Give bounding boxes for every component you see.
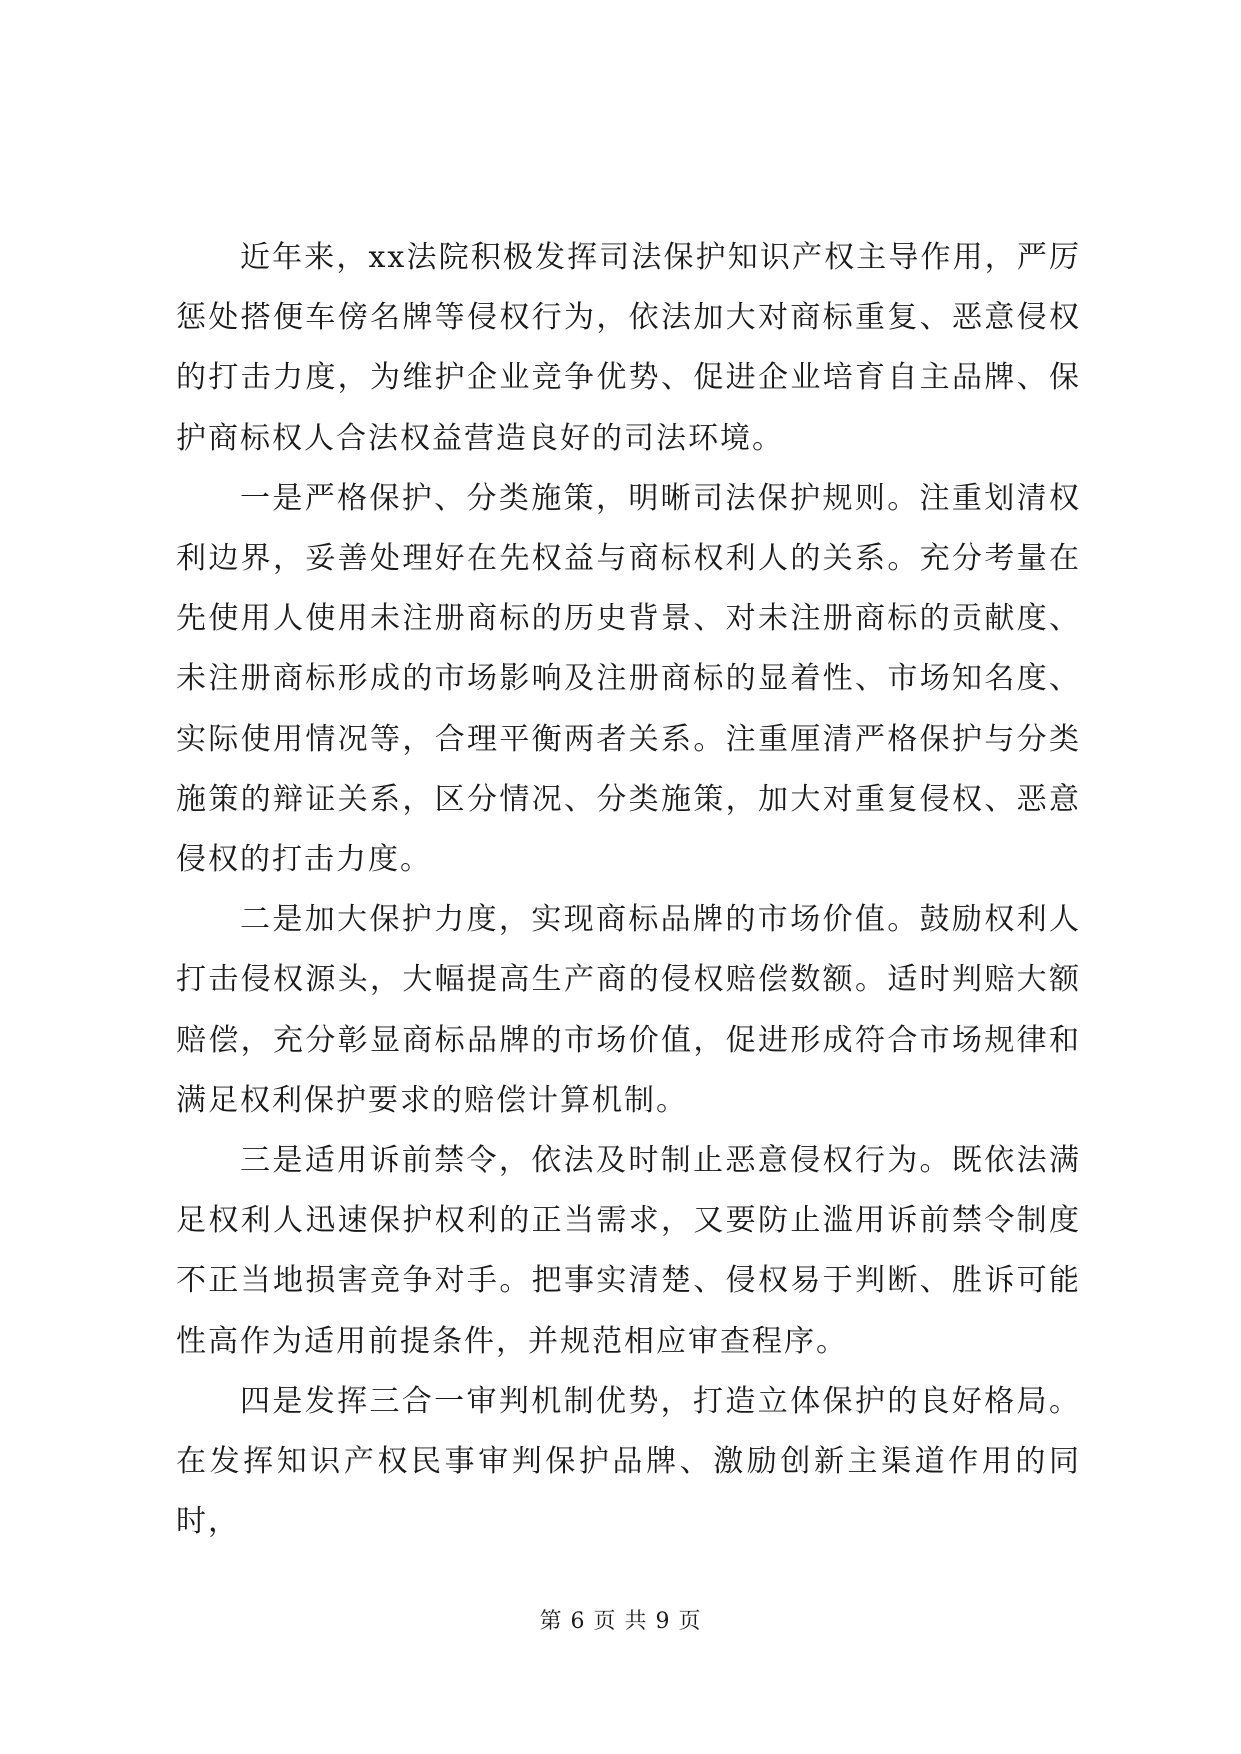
paragraph-point-four: 四是发挥三合一审判机制优势，打造立体保护的良好格局。在发挥知识产权民事审判保护品牌、激励创新主渠道作用的同时， bbox=[176, 1383, 1081, 1540]
paragraph-intro: 近年来，xx法院积极发挥司法保护知识产权主导作用，严厉惩处搭便车傍名牌等侵权行为，依法加大对商标重复、恶意侵权的打击力度，为维护企业竞争优势、促进企业培育自主品牌、保护商标权人合法权益营造良好的司法环境。 bbox=[176, 240, 1081, 456]
paragraph-point-two: 二是加大保护力度，实现商标品牌的市场价值。鼓励权利人打击侵权源头，大幅提高生产商的侵权赔偿数额。适时判赔大额赔偿，充分彰显商标品牌的市场价值，促进形成符合市场规律和满足权利保护要求的赔偿计算机制。 bbox=[176, 902, 1081, 1118]
page-number-footer: 第 6 页 共 9 页 bbox=[539, 1609, 702, 1634]
paragraph-point-one: 一是严格保护、分类施策，明晰司法保护规则。注重划清权利边界，妥善处理好在先权益与商标权利人的关系。充分考量在先使用人使用未注册商标的历史背景、对未注册商标的贡献度、未注册商标形成的市场影响及注册商标的显着性、市场知名度、实际使用情况等，合理平衡两者关系。注重厘清严格保护与分类施策的辩证关系，区分情况、分类施策，加大对重复侵权、恶意侵权的打击力度。 bbox=[176, 480, 1081, 878]
paragraph-point-three: 三是适用诉前禁令，依法及时制止恶意侵权行为。既依法满足权利人迅速保护权利的正当需求，又要防止滥用诉前禁令制度不正当地损害竞争对手。把事实清楚、侵权易于判断、胜诉可能性高作为适用前提条件，并规范相应审查程序。 bbox=[176, 1143, 1081, 1359]
document-body bbox=[176, 228, 1081, 1552]
